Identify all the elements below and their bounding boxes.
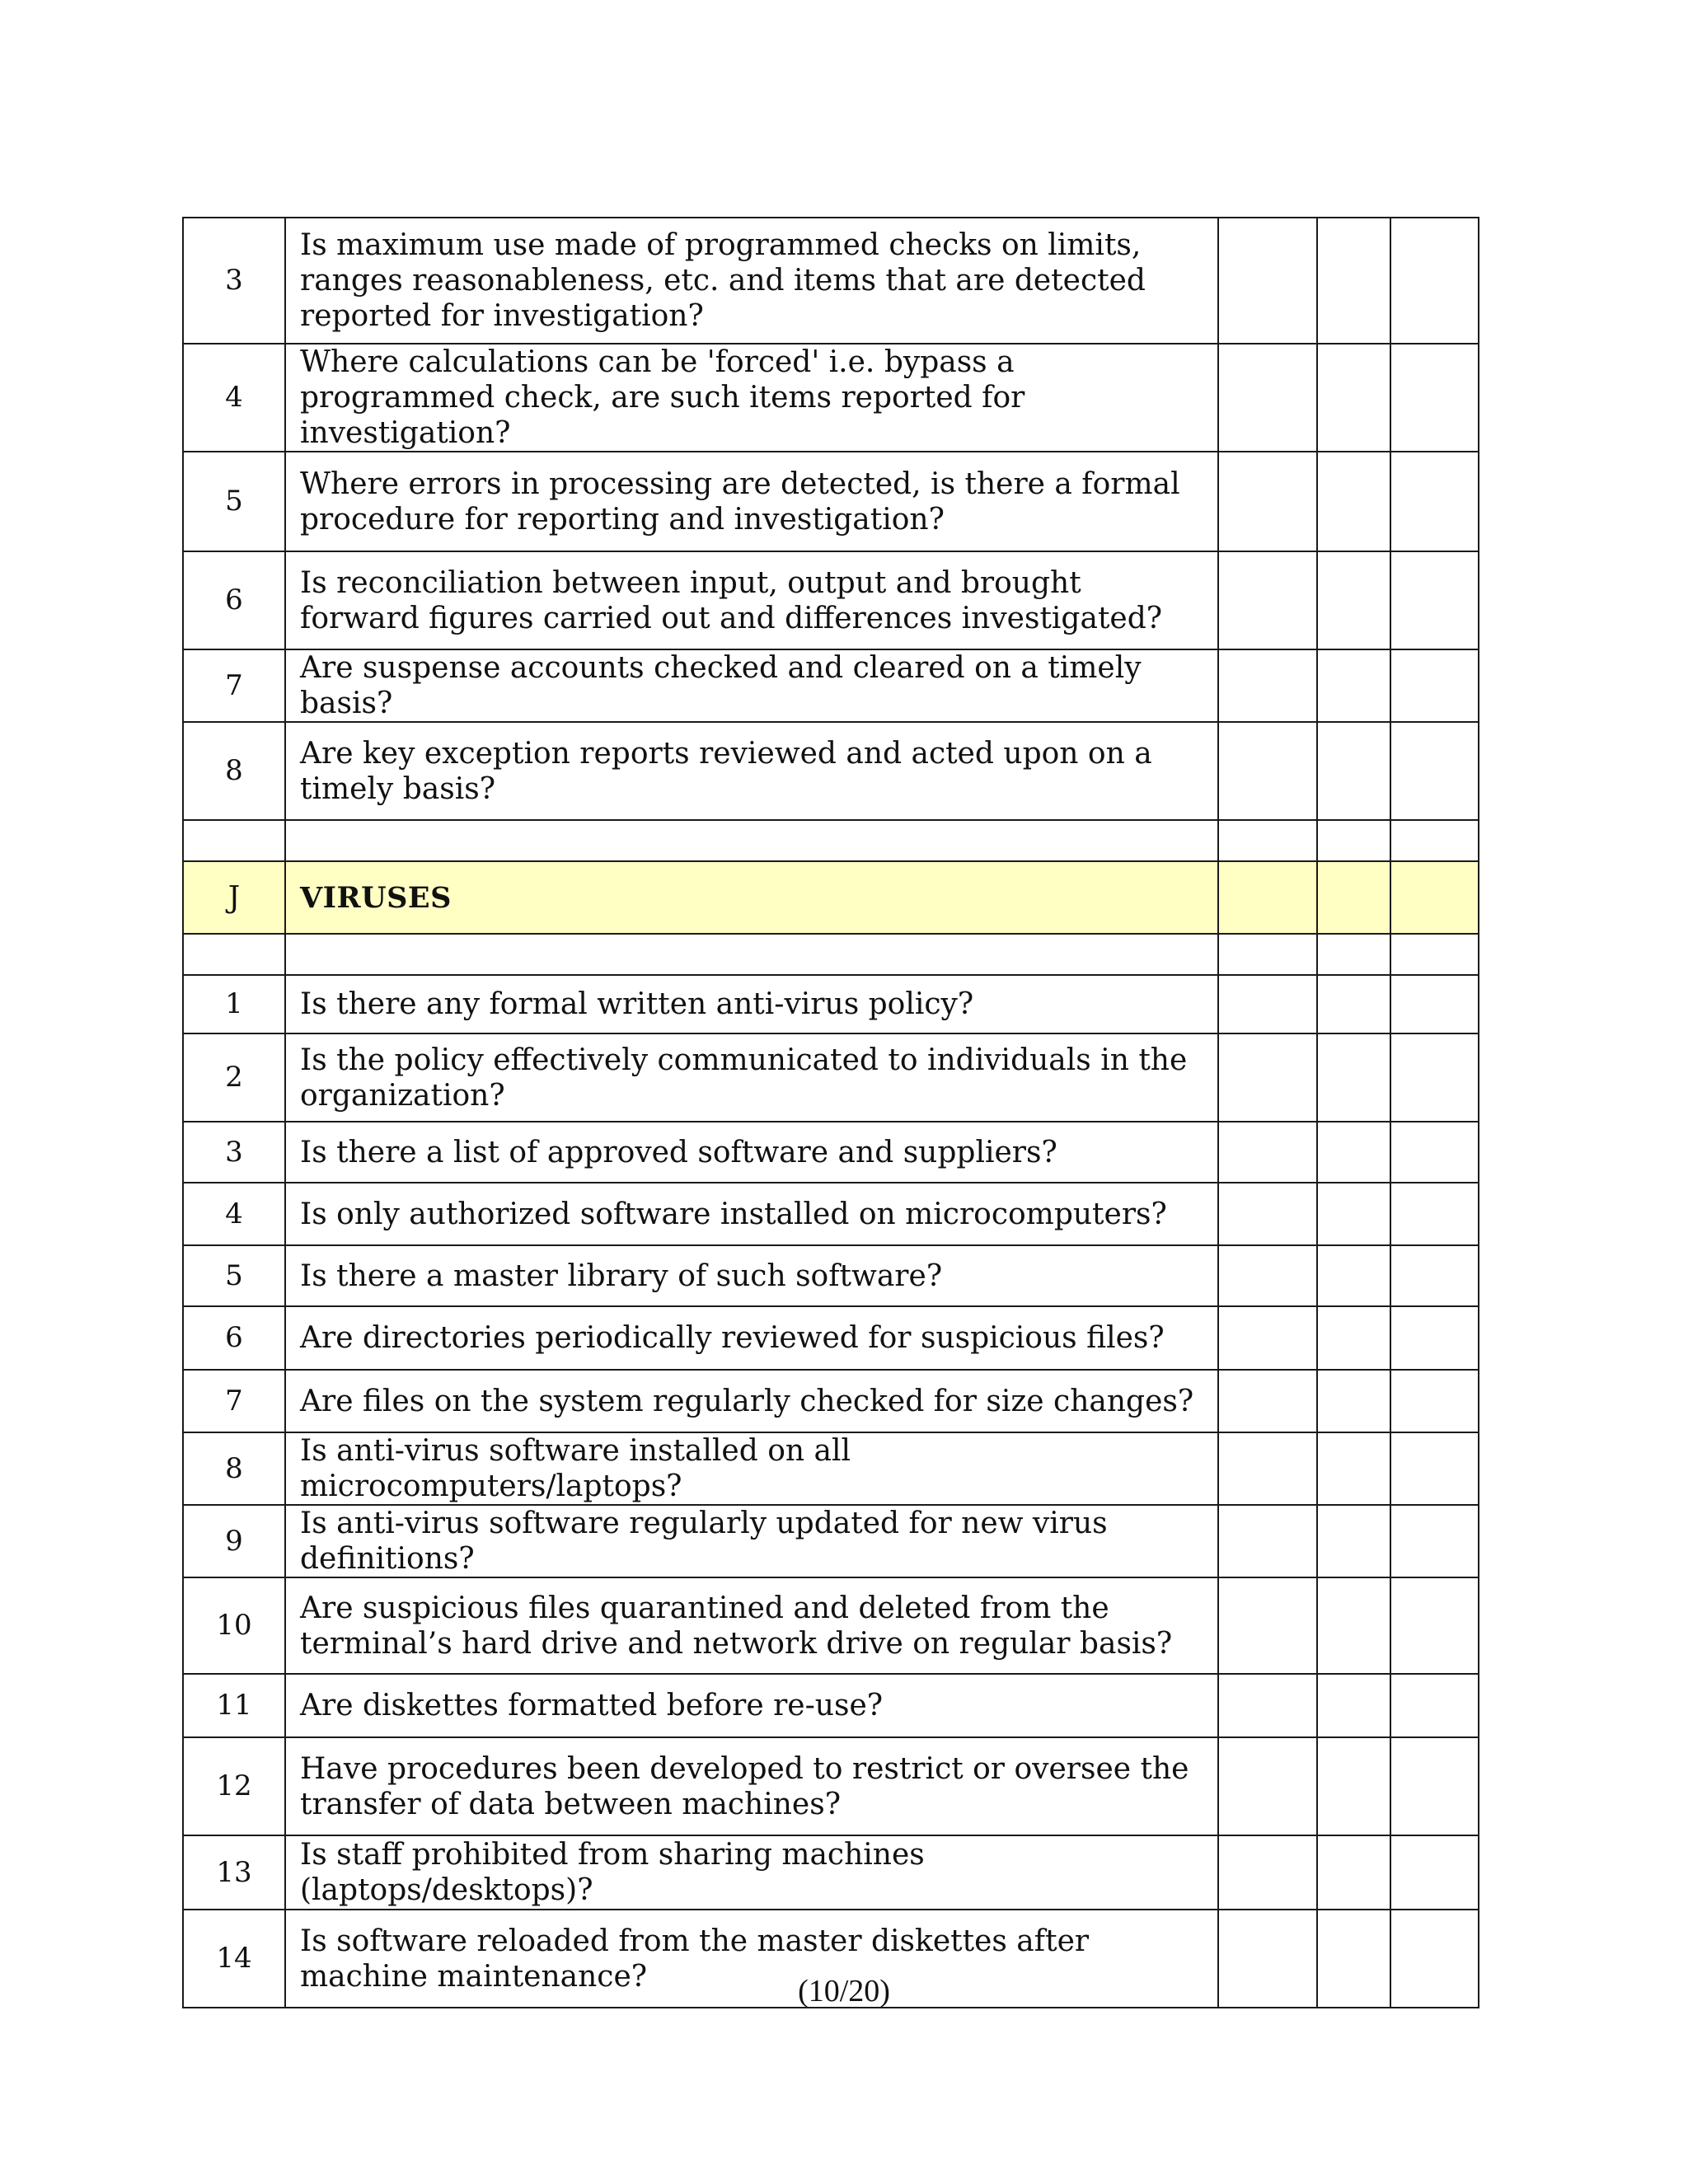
item-question: Is only authorized software installed on microcomputers? [285,1183,1218,1245]
item-number: 8 [183,722,285,820]
item-question: Is there any formal written anti-virus policy? [285,975,1218,1033]
answer-cell-3[interactable] [1390,1577,1479,1674]
checklist-row [183,1306,1479,1370]
answer-cell-2[interactable] [1317,1577,1390,1674]
answer-cell-3[interactable] [1390,1306,1479,1370]
checklist-row [183,1183,1479,1245]
answer-cell-2[interactable] [1317,1432,1390,1505]
section-title: VIRUSES [300,880,452,915]
item-question: Are key exception reports reviewed and acted upon on a timely basis? [285,722,1218,820]
checklist-row [183,1033,1479,1122]
item-number: 7 [183,649,285,722]
answer-cell-1[interactable] [1218,1737,1317,1835]
answer-cell-1[interactable] [1218,1432,1317,1505]
answer-cell-1[interactable] [1218,551,1317,649]
item-question: Is reconciliation between input, output and brought forward figures carried out and differences investigated? [285,551,1218,649]
checklist-row [183,1674,1479,1737]
checklist-row [183,1505,1479,1577]
answer-cell-2[interactable] [1317,1245,1390,1306]
answer-cell-3[interactable] [1390,1737,1479,1835]
answer-cell-2[interactable] [1317,1370,1390,1432]
answer-cell-1[interactable] [1218,1577,1317,1674]
answer-cell-3[interactable] [1390,1122,1479,1183]
item-number: 6 [183,551,285,649]
answer-cell-3[interactable] [1390,1674,1479,1737]
answer-cell-1[interactable] [1218,975,1317,1033]
answer-cell-2[interactable] [1317,344,1390,452]
blank-cell [183,820,285,861]
item-number: 12 [183,1737,285,1835]
answer-cell-1[interactable] [1218,344,1317,452]
answer-cell-2[interactable] [1317,1674,1390,1737]
blank-cell [285,934,1218,975]
blank-cell [1317,820,1390,861]
answer-cell-1[interactable] [1218,722,1317,820]
answer-cell-2[interactable] [1317,1306,1390,1370]
answer-cell-1[interactable] [1218,1505,1317,1577]
item-question: Is software reloaded from the master diskettes after machine maintenance? [285,1910,1218,2008]
item-question: Is maximum use made of programmed checks on limits, ranges reasonableness, etc. and items that are detected reported for investigation? [285,218,1218,344]
answer-cell-1[interactable] [1218,1835,1317,1910]
item-number: 5 [183,1245,285,1306]
item-number: 2 [183,1033,285,1122]
answer-cell-1[interactable] [1218,452,1317,551]
blank-row [183,934,1479,975]
item-number: 7 [183,1370,285,1432]
item-question: Are suspicious files quarantined and deleted from the terminal’s hard drive and network drive on regular basis? [285,1577,1218,1674]
answer-cell-1[interactable] [1218,1306,1317,1370]
answer-cell-1[interactable] [1218,1674,1317,1737]
blank-cell [183,934,285,975]
answer-cell-1[interactable] [1218,1183,1317,1245]
answer-cell-3[interactable] [1390,1033,1479,1122]
answer-cell-2[interactable] [1317,1122,1390,1183]
answer-cell-3[interactable] [1390,1183,1479,1245]
item-number: 9 [183,1505,285,1577]
section-letter: J [183,861,285,934]
section-cell [1390,861,1479,934]
item-number: 5 [183,452,285,551]
section-cell [1317,861,1390,934]
item-question: Have procedures been developed to restrict or oversee the transfer of data between machines? [285,1737,1218,1835]
checklist-row [183,1245,1479,1306]
blank-row [183,820,1479,861]
item-number: 10 [183,1577,285,1674]
answer-cell-2[interactable] [1317,722,1390,820]
checklist-row [183,649,1479,722]
answer-cell-2[interactable] [1317,452,1390,551]
checklist-row [183,218,1479,344]
answer-cell-1[interactable] [1218,649,1317,722]
item-question: Where calculations can be 'forced' i.e. bypass a programmed check, are such items reported for investigation? [285,344,1218,452]
item-question: Is anti-virus software regularly updated for new virus definitions? [285,1505,1218,1577]
checklist-table [182,217,1479,2008]
section-title-cell [285,861,1218,934]
checklist-row [183,1122,1479,1183]
answer-cell-3[interactable] [1390,452,1479,551]
blank-cell [1390,820,1479,861]
answer-cell-3[interactable] [1390,975,1479,1033]
blank-cell [1390,934,1479,975]
answer-cell-1[interactable] [1218,1122,1317,1183]
answer-cell-3[interactable] [1390,218,1479,344]
checklist-row [183,1370,1479,1432]
item-number: 3 [183,218,285,344]
answer-cell-2[interactable] [1317,218,1390,344]
answer-cell-1[interactable] [1218,1370,1317,1432]
answer-cell-3[interactable] [1390,344,1479,452]
item-number: 4 [183,344,285,452]
answer-cell-3[interactable] [1390,551,1479,649]
checklist-row [183,1432,1479,1505]
checklist-row [183,452,1479,551]
answer-cell-1[interactable] [1218,218,1317,344]
item-question: Are diskettes formatted before re-use? [285,1674,1218,1737]
checklist-row [183,1577,1479,1674]
answer-cell-1[interactable] [1218,1245,1317,1306]
item-question: Where errors in processing are detected, is there a formal procedure for reporting and investigation? [285,452,1218,551]
checklist-row [183,1835,1479,1910]
item-number: 8 [183,1432,285,1505]
blank-cell [1218,820,1317,861]
checklist-row [183,722,1479,820]
answer-cell-2[interactable] [1317,1183,1390,1245]
answer-cell-2[interactable] [1317,551,1390,649]
section-cell [1218,861,1317,934]
answer-cell-3[interactable] [1390,722,1479,820]
section-header-row [183,861,1479,934]
answer-cell-1[interactable] [1218,1033,1317,1122]
answer-cell-2[interactable] [1317,1505,1390,1577]
page-number: (10/20) [798,1974,890,2008]
item-question: Is the policy effectively communicated to individuals in the organization? [285,1033,1218,1122]
item-number: 4 [183,1183,285,1245]
item-question: Are directories periodically reviewed for suspicious files? [285,1306,1218,1370]
blank-cell [285,820,1218,861]
answer-cell-3[interactable] [1390,1835,1479,1910]
checklist-row [183,1737,1479,1835]
item-question: Is staff prohibited from sharing machines (laptops/desktops)? [285,1835,1218,1910]
item-number: 14 [183,1910,285,2008]
answer-cell-2[interactable] [1317,975,1390,1033]
item-question: Are suspense accounts checked and cleared on a timely basis? [285,649,1218,722]
blank-cell [1218,934,1317,975]
answer-cell-3[interactable] [1390,649,1479,722]
item-question: Is there a list of approved software and suppliers? [285,1122,1218,1183]
answer-cell-3[interactable] [1390,1432,1479,1505]
answer-cell-2[interactable] [1317,1033,1390,1122]
item-question: Is there a master library of such software? [285,1245,1218,1306]
item-number: 6 [183,1306,285,1370]
answer-cell-2[interactable] [1317,1835,1390,1910]
blank-cell [1317,934,1390,975]
answer-cell-2[interactable] [1317,649,1390,722]
answer-cell-3[interactable] [1390,1245,1479,1306]
item-question: Are files on the system regularly checked for size changes? [285,1370,1218,1432]
item-question: Is anti-virus software installed on all microcomputers/laptops? [285,1432,1218,1505]
answer-cell-3[interactable] [1390,1505,1479,1577]
item-number: 1 [183,975,285,1033]
checklist-row [183,551,1479,649]
checklist-row [183,975,1479,1033]
item-number: 13 [183,1835,285,1910]
answer-cell-3[interactable] [1390,1370,1479,1432]
item-number: 3 [183,1122,285,1183]
answer-cell-2[interactable] [1317,1737,1390,1835]
item-number: 11 [183,1674,285,1737]
checklist-row [183,344,1479,452]
